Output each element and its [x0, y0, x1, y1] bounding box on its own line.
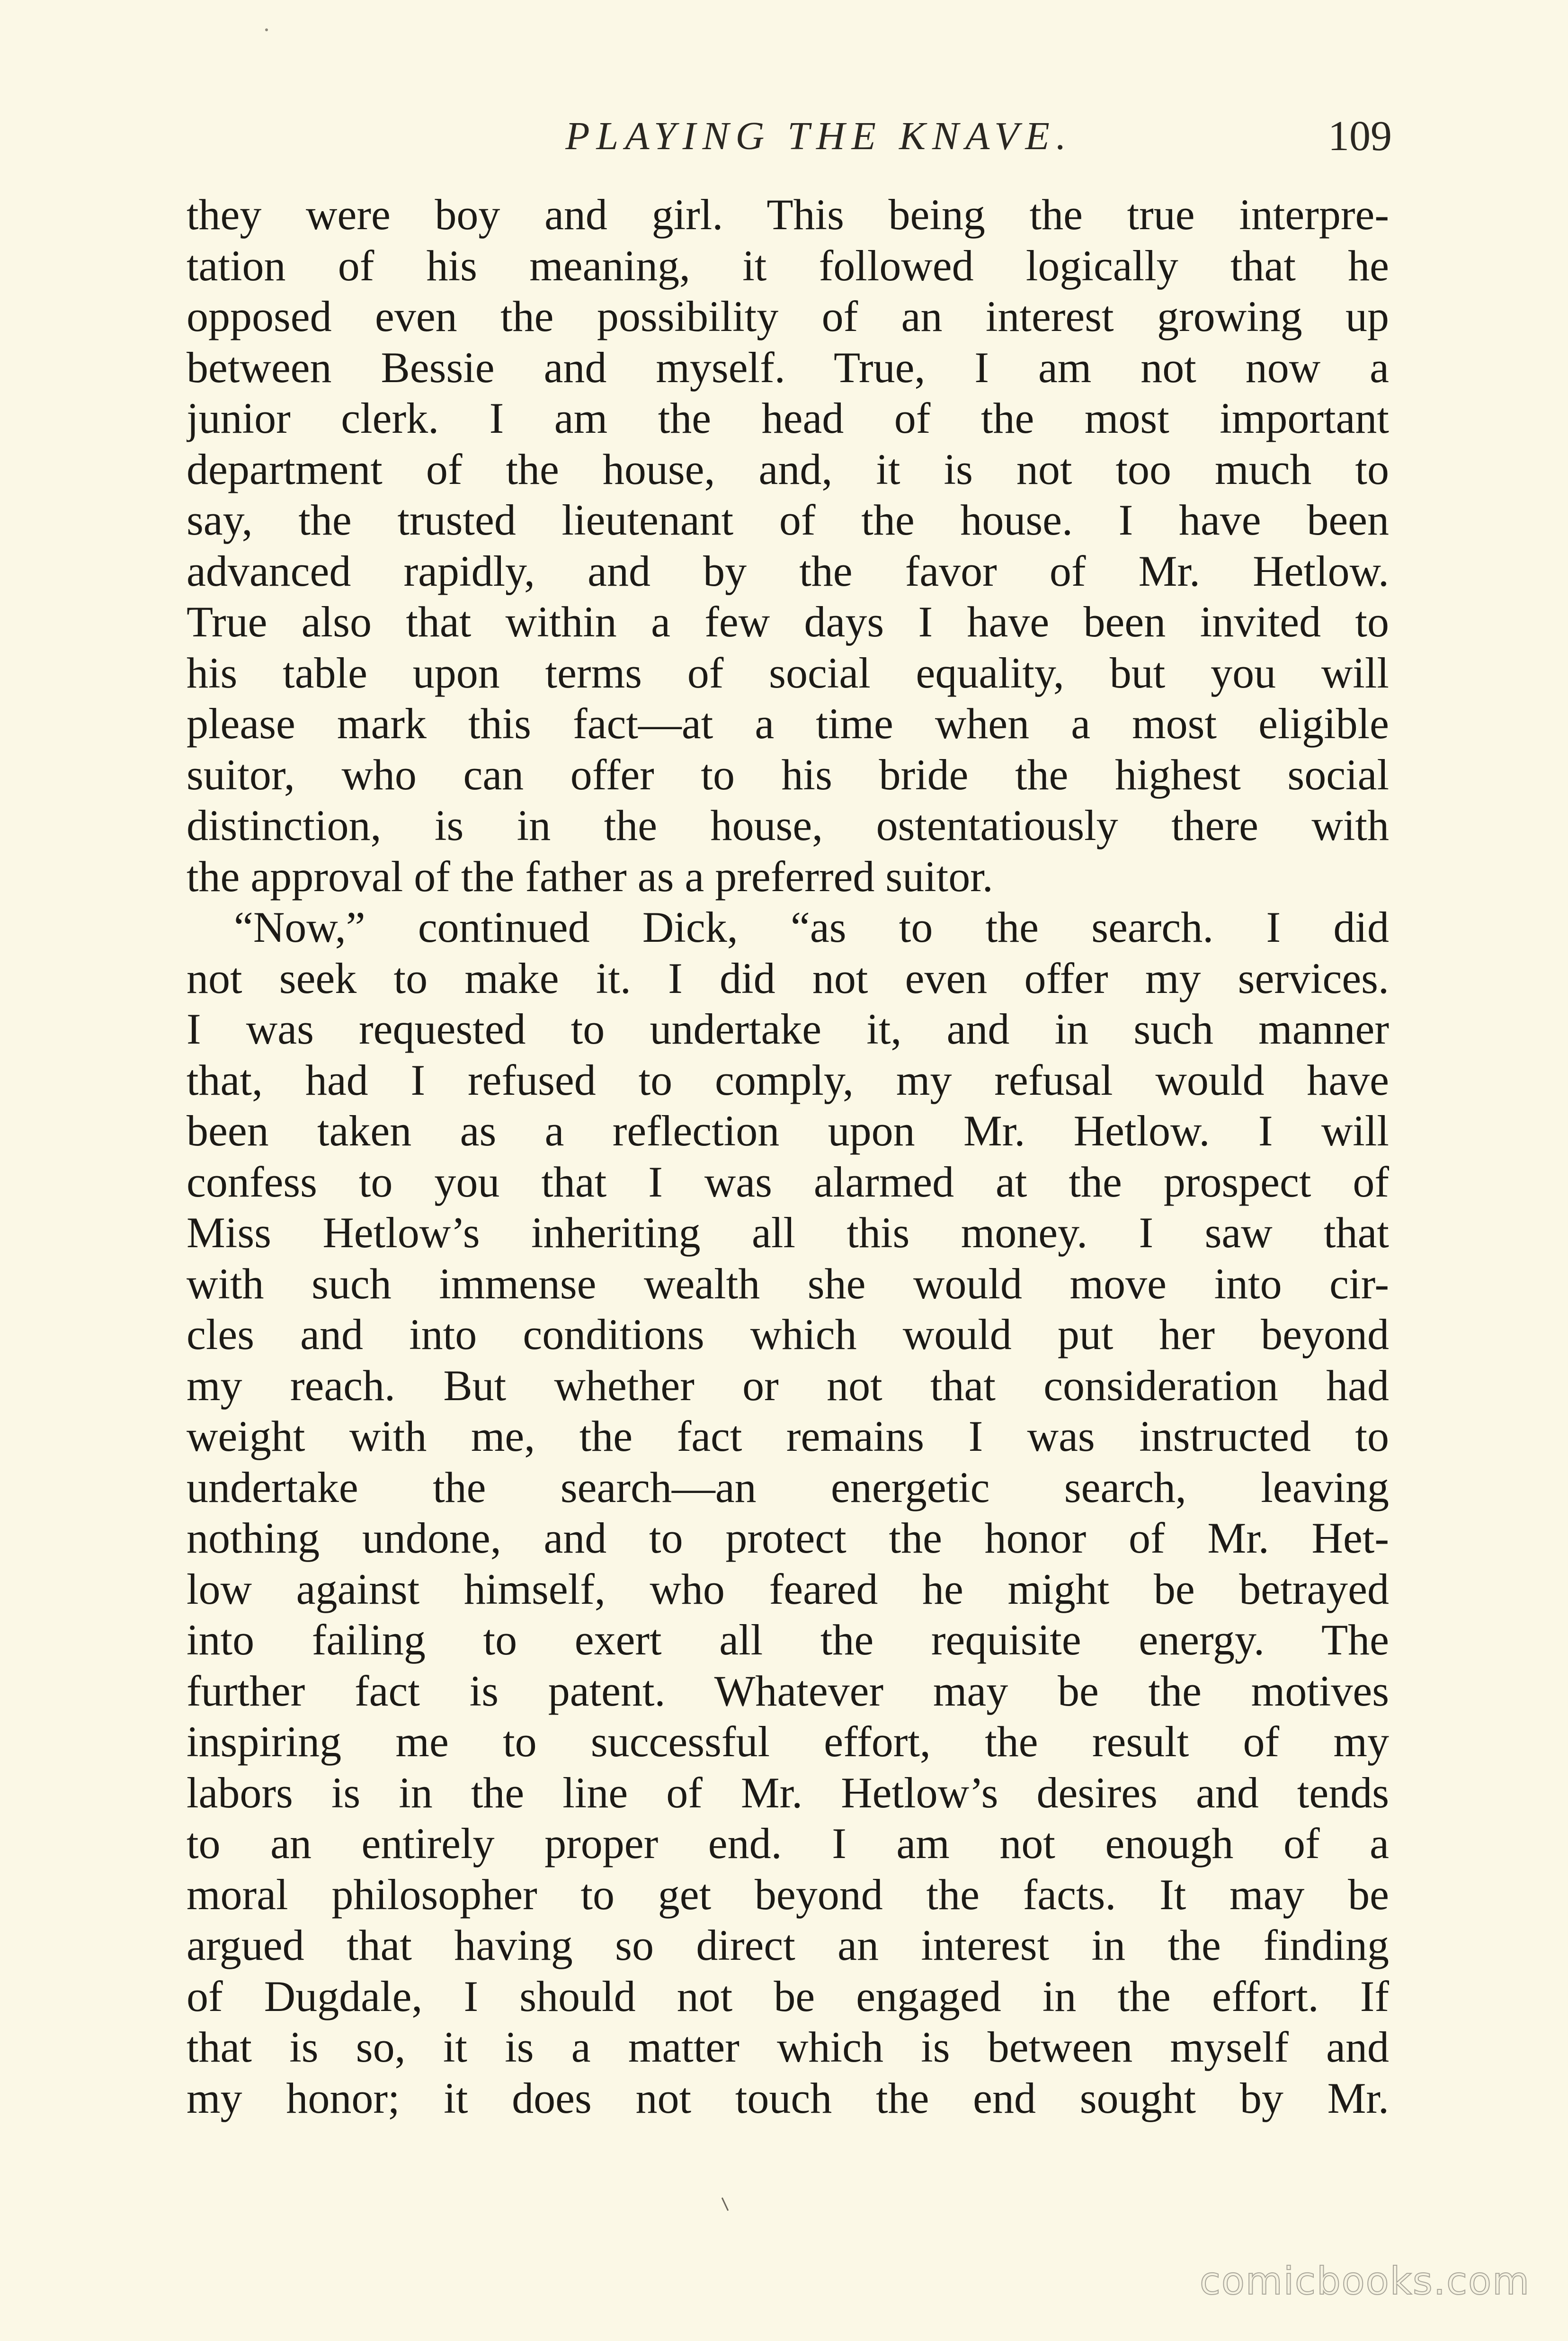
text-line: with such immense wealth she would move into cir- — [187, 1259, 1389, 1308]
page-number: 109 — [1328, 113, 1392, 160]
text-line: confess to you that I was alarmed at the prospect of — [187, 1157, 1389, 1206]
text-line: junior clerk. I am the head of the most important — [187, 394, 1389, 442]
text-line: his table upon terms of social equality, but you will — [187, 648, 1389, 697]
text-line: not seek to make it. I did not even offer my services. — [187, 954, 1389, 1002]
running-title: PLAYING THE KNAVE. — [565, 114, 1073, 158]
text-line: of Dugdale, I should not be engaged in the effort. If — [187, 1972, 1389, 2020]
text-line: weight with me, the fact remains I was instructed to — [187, 1412, 1389, 1460]
text-line: I was requested to undertake it, and in such manner — [187, 1005, 1389, 1053]
paragraph-first-line: “Now,” continued Dick, “as to the search. I did — [234, 903, 1389, 951]
scan-mark — [722, 2198, 729, 2211]
text-line: department of the house, and, it is not too much to — [187, 445, 1389, 493]
text-line: been taken as a reflection upon Mr. Hetlow. I will — [187, 1107, 1389, 1155]
text-line: into failing to exert all the requisite energy. The — [187, 1616, 1389, 1664]
body-text — [187, 189, 1389, 2124]
text-line: moral philosopher to get beyond the facts. It may be — [187, 1870, 1389, 1919]
text-line: that, had I refused to comply, my refusal would have — [187, 1055, 1389, 1104]
text-line: please mark this fact—at a time when a most eligible — [187, 699, 1389, 748]
text-line: labors is in the line of Mr. Hetlow’s desires and tends — [187, 1768, 1389, 1817]
text-line: suitor, who can offer to his bride the highest social — [187, 750, 1389, 799]
watermark: comicbooks.com — [1199, 2259, 1530, 2303]
text-line: inspiring me to successful effort, the result of my — [187, 1717, 1389, 1766]
text-line: they were boy and girl. This being the true interpre- — [187, 190, 1389, 239]
page-header — [189, 103, 1392, 170]
text-line: cles and into conditions which would put her beyond — [187, 1310, 1389, 1358]
text-line: tation of his meaning, it followed logically that he — [187, 241, 1389, 290]
text-line: advanced rapidly, and by the favor of Mr. Hetlow. — [187, 546, 1389, 595]
text-line: that is so, it is a matter which is between myself and — [187, 2023, 1389, 2071]
text-line: distinction, is in the house, ostentatiously there with — [187, 801, 1389, 849]
text-line: opposed even the possibility of an interest growing up — [187, 292, 1389, 340]
text-line: to an entirely proper end. I am not enough of a — [187, 1819, 1389, 1867]
text-line: True also that within a few days I have been invited to — [187, 598, 1389, 646]
scan-speck — [265, 28, 268, 31]
text-line: low against himself, who feared he might be betrayed — [187, 1564, 1389, 1613]
text-line: nothing undone, and to protect the honor of Mr. Het- — [187, 1514, 1389, 1562]
text-line: undertake the search—an energetic search, leaving — [187, 1463, 1389, 1511]
text-line: Miss Hetlow’s inheriting all this money. I saw that — [187, 1208, 1389, 1257]
text-line: say, the trusted lieutenant of the house. I have been — [187, 496, 1389, 544]
text-line: my honor; it does not touch the end sought by Mr. — [187, 2073, 1389, 2122]
text-line: argued that having so direct an interest in the finding — [187, 1921, 1389, 1969]
text-line: further fact is patent. Whatever may be the motives — [187, 1666, 1389, 1715]
text-line: between Bessie and myself. True, I am not now a — [187, 343, 1389, 392]
paragraph-last-line: the approval of the father as a preferred suitor. — [187, 852, 993, 901]
text-line: my reach. But whether or not that consideration had — [187, 1361, 1389, 1410]
